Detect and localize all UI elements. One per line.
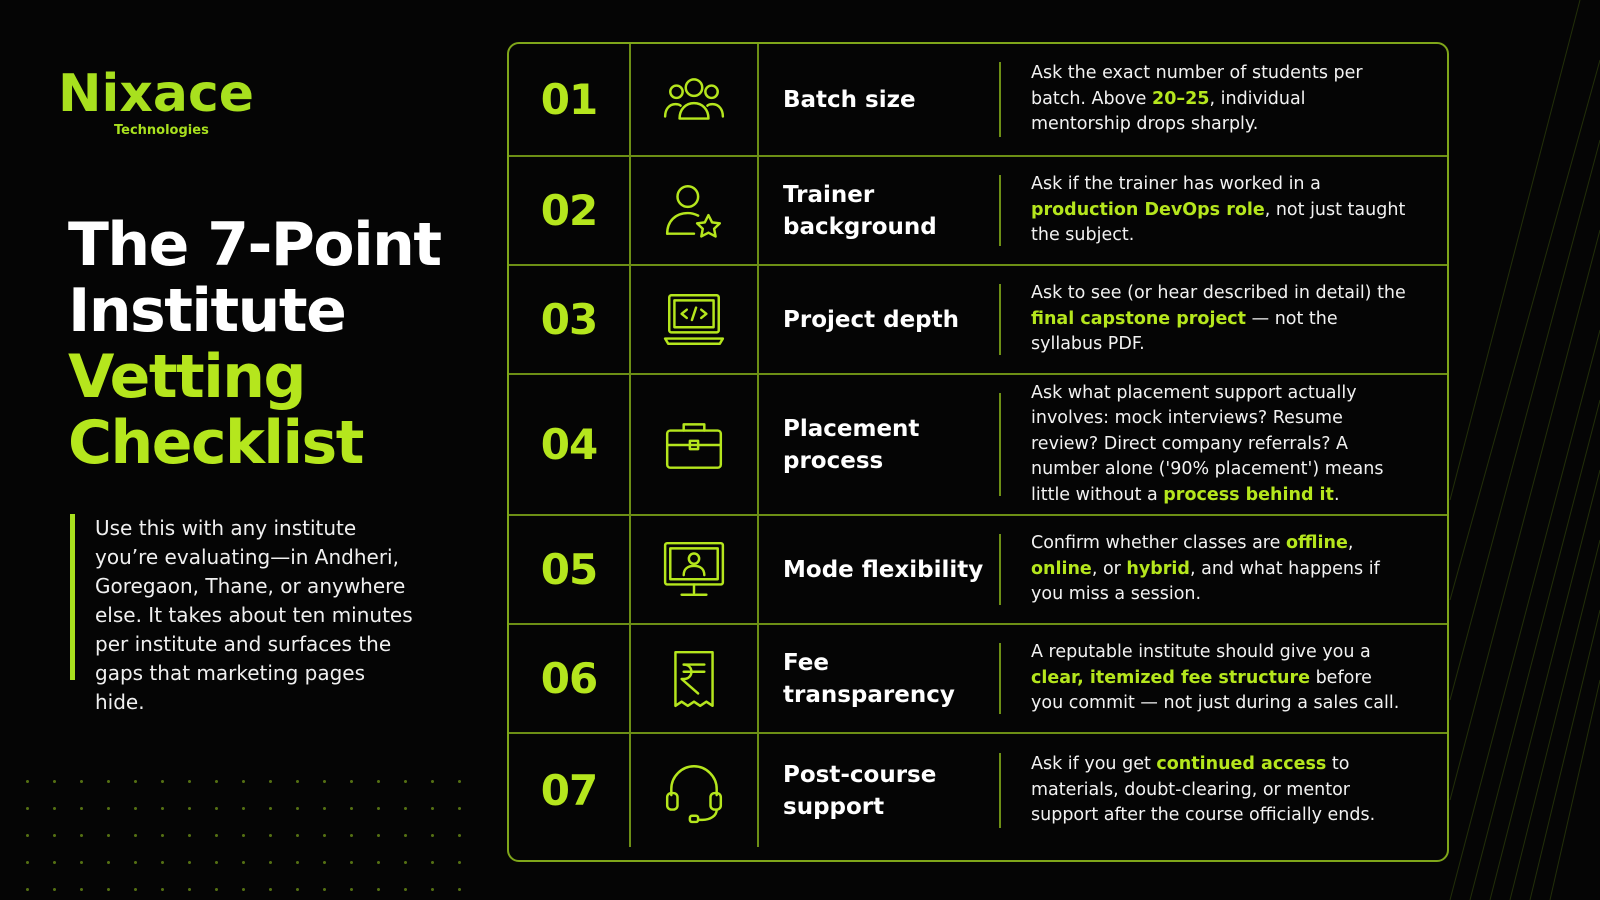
user-star-icon: [631, 157, 759, 264]
row-number: 07: [509, 734, 631, 847]
group-icon: [631, 44, 759, 155]
briefcase-icon: [631, 375, 759, 514]
row-detail: [1001, 516, 1447, 623]
row-number: 02: [509, 157, 631, 264]
row-detail: [1001, 266, 1447, 373]
page-title: [68, 212, 441, 476]
detail-segment: , or: [1091, 558, 1127, 579]
checklist-row: [509, 734, 1447, 847]
checklist-table: [507, 42, 1449, 862]
checklist-row: [509, 516, 1447, 625]
detail-segment: to materials, doubt-clearing, or mentor support after the course officially ends.: [1031, 754, 1376, 826]
detail-highlight: production DevOps role: [1031, 199, 1265, 220]
detail-segment: Ask to see (or hear described in detail) the: [1031, 283, 1406, 304]
detail-segment: Ask the exact number of students per batch. Above: [1031, 63, 1363, 109]
title-line-4: Checklist: [68, 408, 363, 478]
detail-segment: , and what happens if you miss a session.: [1031, 558, 1380, 605]
title-line-2: Institute: [68, 276, 346, 346]
rupee-receipt-icon: [631, 625, 759, 732]
row-number: 01: [509, 44, 631, 155]
title-line-3: Vetting: [68, 342, 305, 412]
detail-highlight: continued access: [1156, 754, 1327, 775]
row-detail-text: [1031, 381, 1407, 509]
row-number: 06: [509, 625, 631, 732]
row-label: Trainer background: [783, 181, 937, 240]
row-label: Placement process: [783, 415, 920, 474]
detail-segment: Ask if you get: [1031, 754, 1157, 775]
row-detail-text: [1031, 752, 1407, 829]
decorative-dot-grid: [14, 768, 474, 900]
row-label: Post-course support: [783, 761, 937, 820]
brand-tagline: Technologies: [114, 123, 209, 138]
detail-segment: , individual mentorship drops sharply.: [1031, 88, 1306, 135]
detail-segment: Ask what placement support actually involves: mock interviews? Resume review? Direct company referrals? A number alone ('90% placement') means little without a: [1031, 382, 1384, 505]
row-detail-text: [1031, 531, 1407, 608]
detail-segment: , not just taught the subject.: [1031, 199, 1406, 246]
checklist-row: [509, 44, 1447, 157]
detail-segment: — not the syllabus PDF.: [1031, 308, 1338, 355]
detail-highlight: 20–25: [1152, 88, 1210, 109]
detail-segment: A reputable institute should give you a: [1031, 642, 1371, 663]
headset-icon: [631, 734, 759, 847]
row-detail-text: [1031, 172, 1407, 249]
row-detail: [1001, 44, 1447, 155]
detail-highlight: final capstone project: [1031, 308, 1247, 329]
row-detail-text: [1031, 640, 1407, 717]
description-text: Use this with any institute you’re evaluating—in Andheri, Goregaon, Thane, or anywhere else. It takes about ten minutes per institute and surfaces the gaps that marketing pages hide.: [70, 514, 420, 680]
detail-segment: Confirm whether classes are: [1031, 533, 1286, 554]
title-line-1: The 7-Point: [68, 210, 441, 280]
detail-segment: .: [1333, 484, 1340, 505]
row-number: 03: [509, 266, 631, 373]
detail-highlight: hybrid: [1126, 558, 1190, 579]
row-label: Mode flexibility: [783, 556, 984, 583]
row-detail: [1001, 625, 1447, 732]
row-label: Project depth: [783, 306, 960, 333]
detail-segment: ,: [1347, 533, 1354, 554]
checklist-row: [509, 266, 1447, 375]
row-label: Fee transparency: [783, 649, 955, 708]
row-detail: [1001, 375, 1447, 514]
detail-segment: Ask if the trainer has worked in a: [1031, 174, 1321, 195]
checklist-row: [509, 625, 1447, 734]
row-detail-text: [1031, 281, 1407, 358]
row-number: 05: [509, 516, 631, 623]
laptop-code-icon: [631, 266, 759, 373]
checklist-row: [509, 157, 1447, 266]
row-detail: [1001, 734, 1447, 847]
detail-highlight: online: [1031, 558, 1092, 579]
brand-logo: [58, 64, 255, 138]
detail-segment: before you commit — not just during a sales call.: [1031, 667, 1400, 714]
detail-highlight: process behind it: [1163, 484, 1334, 505]
row-label: Batch size: [783, 86, 916, 113]
checklist-row: [509, 375, 1447, 516]
brand-name: Nixace: [58, 64, 255, 124]
detail-highlight: clear, itemized fee structure: [1031, 667, 1311, 688]
row-detail-text: [1031, 61, 1407, 138]
monitor-user-icon: [631, 516, 759, 623]
row-number: 04: [509, 375, 631, 514]
detail-highlight: offline: [1285, 533, 1348, 554]
row-detail: [1001, 157, 1447, 264]
